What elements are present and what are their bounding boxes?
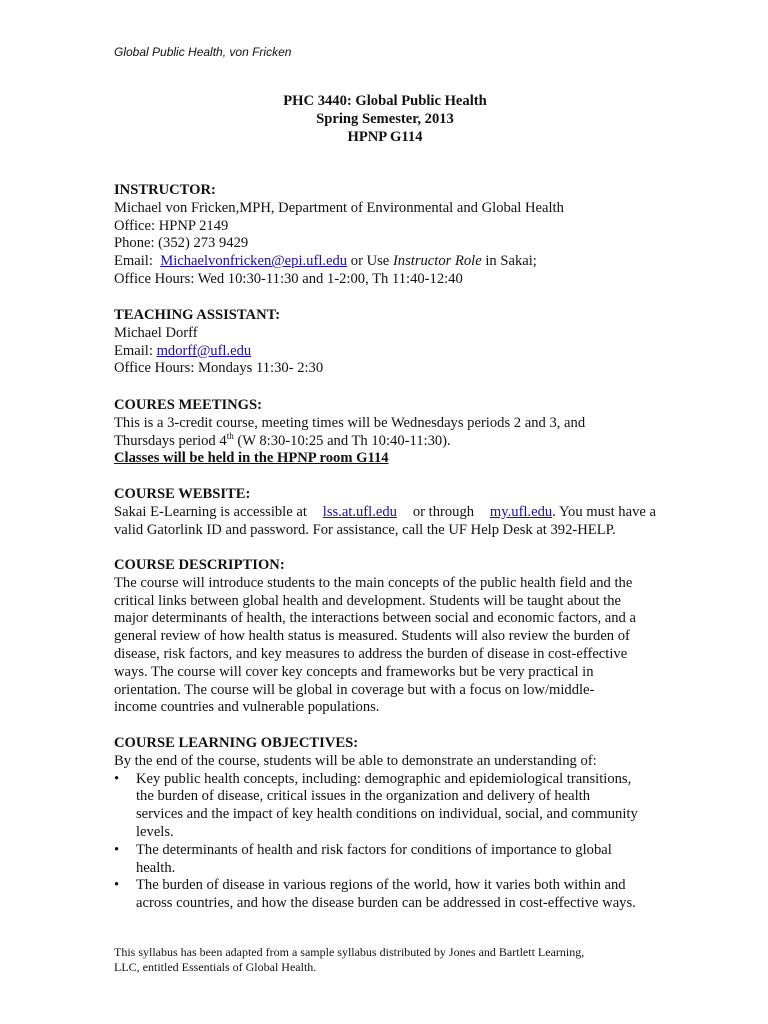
list-item [114, 842, 656, 878]
instructor-office-hours: Office Hours: Wed 10:30-11:30 and 1-2:00, Th 11:40-12:40 [114, 270, 463, 287]
running-header: Global Public Health, von Fricken [114, 45, 292, 59]
ta-heading: TEACHING ASSISTANT: [114, 307, 281, 323]
website-section [114, 486, 656, 539]
description-line: orientation. The course will be global in coverage but with a focus on low/middle- [114, 681, 595, 698]
footnote-line-1: This syllabus has been adapted from a sample syllabus distributed by Jones and Bartlett Learning, [114, 945, 585, 959]
description-section [114, 557, 656, 717]
instructor-email-line [114, 253, 656, 271]
list-item [114, 877, 656, 913]
ta-email-link[interactable]: mdorff@ufl.edu [156, 342, 252, 359]
ta-email-line [114, 343, 656, 361]
description-heading: COURSE DESCRIPTION: [114, 557, 285, 573]
description-line: income countries and vulnerable populations. [114, 699, 380, 716]
objectives-heading: COURSE LEARNING OBJECTIVES: [114, 735, 359, 751]
objective-line: Key public health concepts, including: demographic and epidemiological transitions, [136, 770, 632, 787]
email-label: Email: [114, 253, 153, 270]
list-item [114, 771, 656, 842]
objective-line: services and the impact of key health conditions on individual, social, and community [136, 806, 638, 823]
description-line: disease, risk factors, and key measures to address the burden of disease in cost-effective [114, 645, 628, 662]
course-title: PHC 3440: Global Public Health [283, 93, 487, 109]
semester: Spring Semester, 2013 [316, 111, 454, 127]
objective-line: The determinants of health and risk factors for conditions of importance to global [136, 841, 612, 858]
website-line-2: valid Gatorlink ID and password. For assistance, call the UF Help Desk at 392-HELP. [114, 521, 616, 538]
objective-line: health. [136, 859, 176, 876]
objective-line: the burden of disease, critical issues in the organization and delivery of health [136, 788, 591, 805]
title-block [114, 92, 656, 146]
description-line: major determinants of health, the interactions between social and economic factors, and a [114, 610, 636, 627]
objective-line: The burden of disease in various regions of the world, how it varies both within and [136, 877, 626, 894]
room: HPNP G114 [347, 129, 423, 145]
footnote [114, 945, 656, 975]
description-line: ways. The course will cover key concepts and frameworks but be very practical in [114, 663, 594, 680]
instructor-role: Instructor Role [392, 253, 482, 270]
ta-section [114, 307, 656, 378]
ta-name: Michael Dorff [114, 324, 198, 341]
myufl-link[interactable]: my.ufl.edu [489, 503, 553, 520]
website-heading: COURSE WEBSITE: [114, 486, 251, 502]
website-text-b: or through [412, 503, 475, 520]
objective-line: across countries, and how the disease burden can be addressed in cost-effective ways. [136, 895, 636, 912]
website-line-1 [114, 504, 656, 522]
ta-office-hours: Office Hours: Mondays 11:30- 2:30 [114, 360, 324, 377]
description-line: The course will introduce students to the main concepts of the public health field and the [114, 574, 633, 591]
objectives-intro: By the end of the course, students will be able to demonstrate an understanding of: [114, 752, 597, 769]
instructor-name: Michael von Fricken,MPH, Department of Environmental and Global Health [114, 199, 564, 216]
objectives-list [114, 771, 656, 913]
bullet-icon: • [114, 841, 120, 858]
meetings-heading: COURES MEETINGS: [114, 397, 262, 413]
meetings-superscript: th [226, 430, 234, 441]
footnote-line-2: LLC, entitled Essentials of Global Health. [114, 960, 317, 974]
ta-email-label: Email: [114, 342, 153, 359]
email-in-sakai: in Sakai; [485, 253, 537, 270]
bullet-icon: • [114, 770, 120, 787]
website-text-a: Sakai E-Learning is accessible at [114, 503, 307, 520]
meetings-thursday: Thursdays period 4 [114, 432, 227, 449]
objectives-section [114, 735, 656, 913]
instructor-phone: Phone: (352) 273 9429 [114, 235, 249, 252]
instructor-office: Office: HPNP 2149 [114, 217, 229, 234]
description-line: critical links between global health and development. Students will be taught about the [114, 592, 622, 609]
meetings-line-1: This is a 3-credit course, meeting times will be Wednesdays periods 2 and 3, and [114, 414, 586, 431]
instructor-heading: INSTRUCTOR: [114, 182, 216, 198]
instructor-email-link[interactable]: Michaelvonfricken@epi.ufl.edu [160, 253, 348, 270]
email-or-use: or Use [350, 253, 390, 270]
meetings-section [114, 397, 656, 468]
bullet-icon: • [114, 877, 120, 894]
instructor-section [114, 182, 656, 289]
description-line: general review of how health status is measured. Students will also review the burden of [114, 628, 630, 645]
meetings-room-note: Classes will be held in the HPNP room G114 [114, 450, 389, 467]
objective-line: levels. [136, 823, 174, 840]
meetings-times: (W 8:30-10:25 and Th 10:40-11:30). [233, 432, 451, 449]
lss-link[interactable]: lss.at.ufl.edu [322, 503, 397, 520]
meetings-line-2 [114, 430, 656, 451]
website-text-c: . You must have a [552, 503, 656, 520]
